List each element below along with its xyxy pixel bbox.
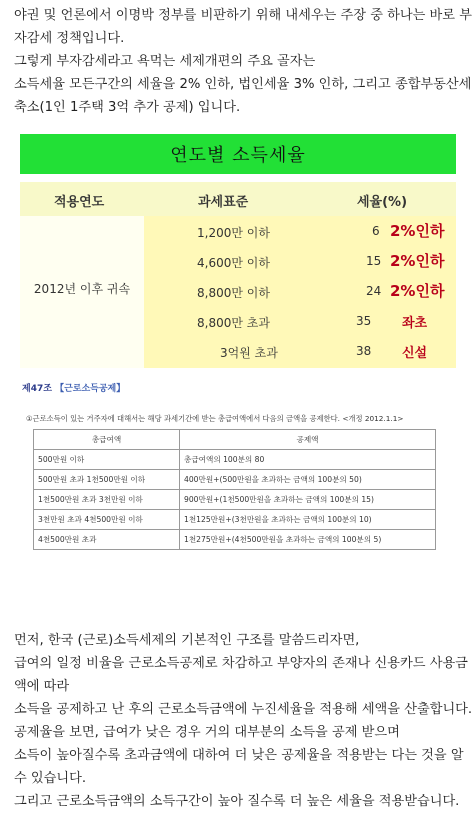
article-heading (22, 381, 125, 394)
tax-table-header (20, 182, 456, 216)
table-row (34, 450, 436, 470)
tax-standard: 8,800만 초과 (197, 316, 270, 330)
table-row (34, 470, 436, 490)
table-header-cell: 총급여액 (34, 430, 180, 450)
table-cell: 500만원 초과 1천500만원 이하 (34, 470, 180, 490)
table-cell: 1천275만원+(4천500만원을 초과하는 금액의 100분의 5) (180, 530, 436, 550)
table-cell: 1천125만원+(3천만원을 초과하는 금액의 100분의 10) (180, 510, 436, 530)
explanation-line: 먼저, 한국 (근로)소득세제의 기본적인 구조를 말씀드리자면, (14, 633, 360, 648)
intro-line: 축소(1인 1주택 3억 추가 공제) 입니다. (14, 100, 241, 115)
year-cell (20, 216, 144, 368)
article-number: 제47조 (22, 384, 52, 394)
intro-line: 야권 및 언론에서 이명박 정부를 비판하기 위해 내세우는 주장 중 하나는 바로 부 (14, 8, 472, 23)
tax-standard: 1,200만 이하 (197, 226, 270, 240)
tax-standard: 8,800만 이하 (197, 286, 270, 300)
table-cell: 900만원+(1천500만원을 초과하는 금액의 100분의 15) (180, 490, 436, 510)
header-rate: 세율(%) (357, 195, 408, 210)
table-cell: 4천500만원 초과 (34, 530, 180, 550)
explanation-line: 공제율을 보면, 급여가 낮은 경우 거의 대부분의 소득을 공제 받으며 (14, 725, 400, 740)
table-row (34, 530, 436, 550)
header-standard: 과세표준 (198, 195, 249, 210)
table-cell: 400만원+(500만원을 초과하는 금액의 100분의 50) (180, 470, 436, 490)
article-description: ①근로소득이 있는 거주자에 대해서는 해당 과세기간에 받는 총급여액에서 다음의 금액을 공제한다. <개정 2012.1.1> (26, 414, 404, 423)
intro-line: 그렇게 부자감세라고 욕먹는 세제개편의 주요 골자는 (14, 54, 316, 69)
tax-table-title-bar (20, 134, 456, 174)
tax-rate: 15 (366, 254, 382, 268)
tax-row (144, 306, 456, 336)
table-header-cell: 공제액 (180, 430, 436, 450)
explanation-line: 그리고 근로소득금액의 소득구간이 높아 질수록 더 높은 세율을 적용받습니다. (14, 794, 460, 809)
tax-note: 2%인하 (390, 222, 445, 240)
explanation-paragraph (14, 629, 473, 813)
explanation-line: 소득이 높아질수록 초과금액에 대하여 더 낮은 공제율을 적용받는 다는 것을 알 (14, 748, 464, 763)
tax-rate: 24 (366, 284, 382, 298)
table-row (34, 510, 436, 530)
intro-line: 자감세 정책입니다. (14, 31, 125, 46)
table-cell: 500만원 이하 (34, 450, 180, 470)
tax-note: 좌초 (402, 316, 428, 331)
tax-table-title: 연도별 소득세율 (170, 145, 306, 166)
table-cell: 총급여액의 100분의 80 (180, 450, 436, 470)
table-cell: 3천만원 초과 4천500만원 이하 (34, 510, 180, 530)
header-year: 적용연도 (54, 195, 105, 210)
tax-standard: 4,600만 이하 (197, 256, 270, 270)
tax-row (144, 276, 456, 306)
tax-row (144, 336, 456, 366)
income-tax-rate-table (20, 134, 456, 368)
explanation-line: 소득을 공제하고 난 후의 근로소득금액에 누진세율을 적용해 세액을 산출합니다. (14, 702, 473, 717)
tax-note: 2%인하 (390, 252, 445, 270)
tax-rate: 6 (372, 224, 380, 238)
tax-rate: 38 (356, 344, 372, 358)
deduction-table (33, 429, 436, 550)
intro-paragraph (14, 4, 472, 119)
explanation-line: 액에 따라 (14, 679, 70, 694)
article-name: 【근로소득공제】 (55, 384, 126, 394)
table-header-row (34, 430, 436, 450)
table-row (34, 490, 436, 510)
tax-note: 신설 (402, 346, 428, 361)
year-label: 2012년 이후 귀속 (33, 282, 131, 296)
tax-row (144, 216, 456, 246)
tax-standard: 3억원 초과 (220, 346, 278, 360)
tax-rate: 35 (356, 314, 372, 328)
table-cell: 1천500만원 초과 3천만원 이하 (34, 490, 180, 510)
explanation-line: 수 있습니다. (14, 771, 87, 786)
explanation-line: 급여의 일정 비율을 근로소득공제로 차감하고 부양자의 존재나 신용카드 사용금 (14, 656, 468, 671)
tax-row (144, 246, 456, 276)
tax-note: 2%인하 (390, 282, 445, 300)
intro-line: 소득세율 모든구간의 세율을 2% 인하, 법인세율 3% 인하, 그리고 종합부동산세 (14, 77, 472, 92)
